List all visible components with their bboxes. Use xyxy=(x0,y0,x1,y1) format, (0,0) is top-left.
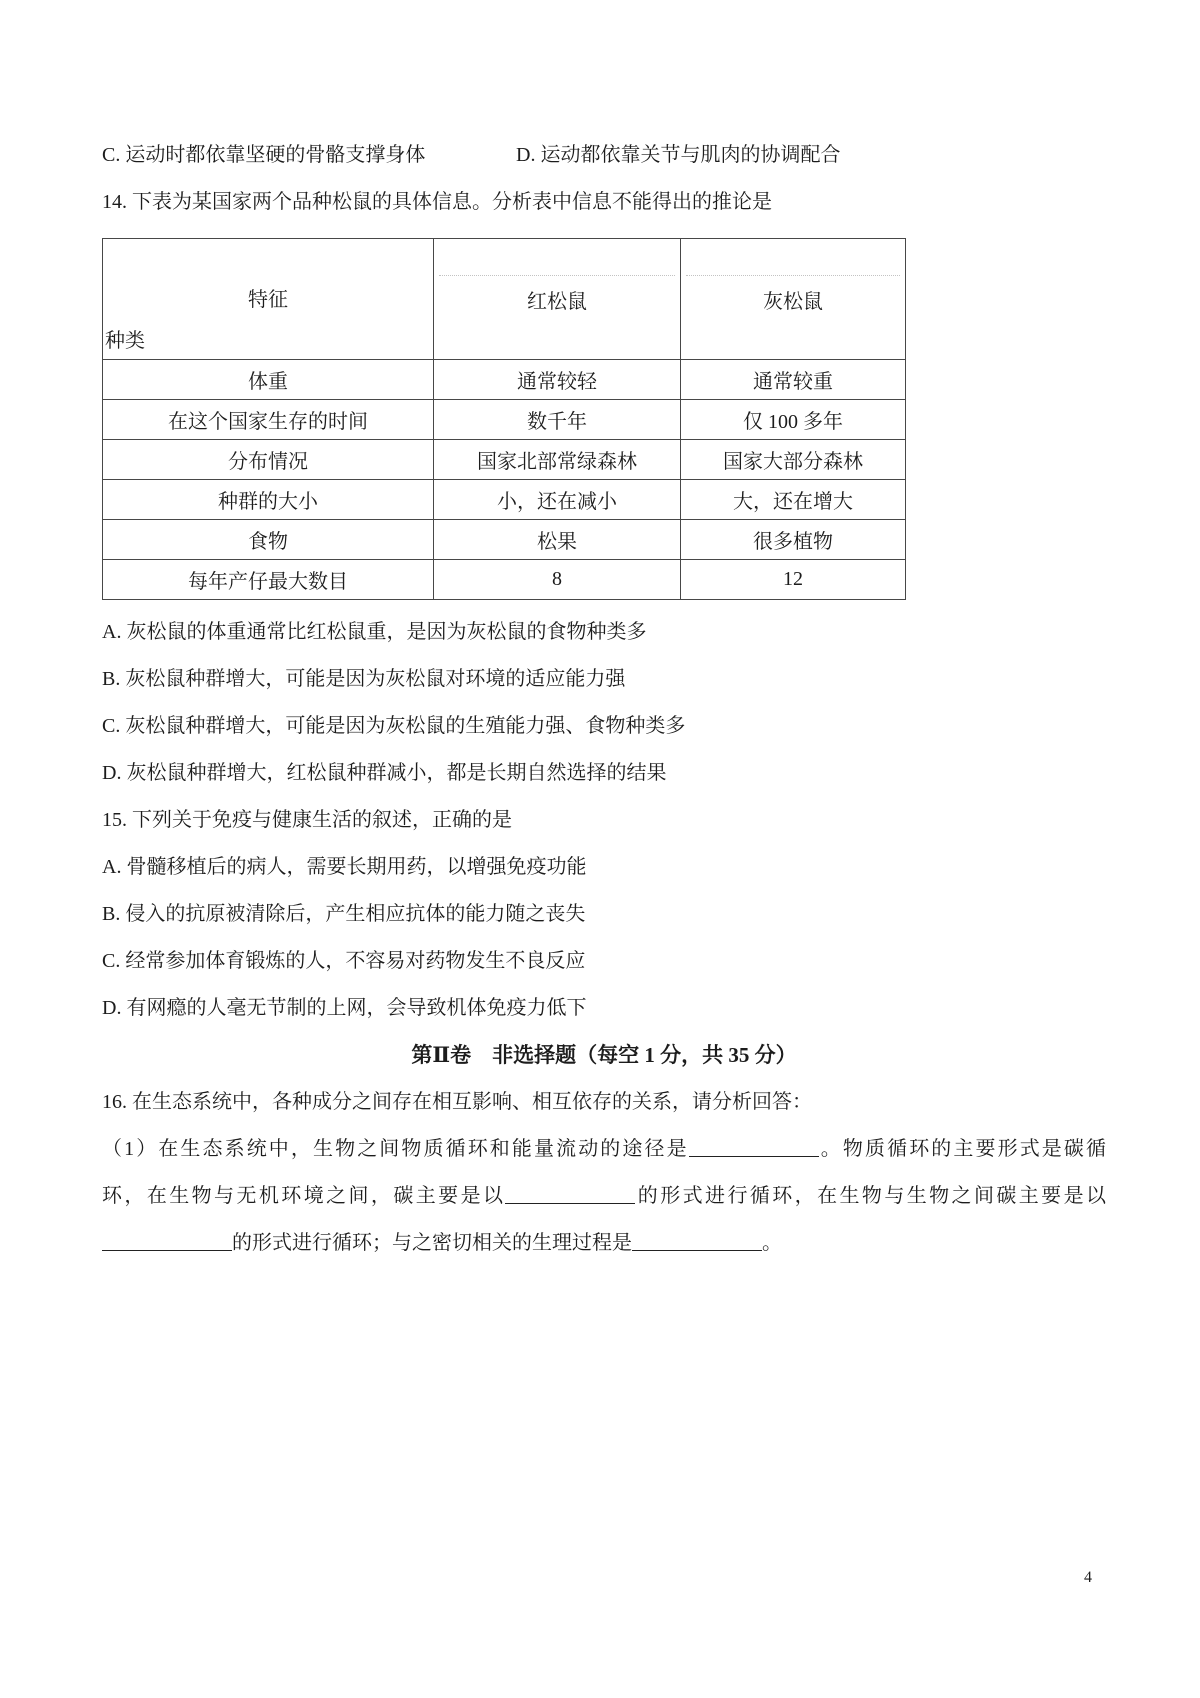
q13-option-c: C. 运动时都依靠坚硬的骨骼支撑身体 xyxy=(102,144,426,166)
table-cell: 在这个国家生存的时间 xyxy=(103,400,434,440)
q16-part1-line2 xyxy=(102,1173,1106,1220)
table-cell: 分布情况 xyxy=(103,440,434,480)
q16-part1-line3 xyxy=(102,1220,1106,1267)
table-cell: 国家北部常绿森林 xyxy=(434,440,681,480)
q15-option-a: A. 骨髓移植后的病人，需要长期用药，以增强免疫功能 xyxy=(102,856,587,878)
q16-part1-seg3: 环，在生物与无机环境之间，碳主要是以 xyxy=(102,1185,506,1207)
table-cell: 小，还在减小 xyxy=(434,480,681,520)
table-header-kind-label: 种类 xyxy=(105,330,145,352)
table-header-row xyxy=(103,239,906,360)
q14-option-b: B. 灰松鼠种群增大，可能是因为灰松鼠对环境的适应能力强 xyxy=(102,668,626,690)
table-row xyxy=(103,560,906,600)
q16-part1-seg4: 的形式进行循环，在生物与生物之间碳主要是以 xyxy=(635,1185,1107,1207)
table-cell: 国家大部分森林 xyxy=(681,440,906,480)
table-row xyxy=(103,520,906,560)
table-cell: 食物 xyxy=(103,520,434,560)
table-row xyxy=(103,360,906,400)
table-cell: 通常较重 xyxy=(681,360,906,400)
q16-part1-seg6: 。 xyxy=(762,1232,782,1254)
q16-stem: 16. 在生态系统中，各种成分之间存在相互影响、相互依存的关系，请分析回答： xyxy=(102,1091,812,1113)
q16-part1-seg1: （1）在生态系统中，生物之间物质循环和能量流动的途径是 xyxy=(102,1138,689,1160)
q13-option-d: D. 运动都依靠关节与肌肉的协调配合 xyxy=(516,144,841,166)
table-header-gray-squirrel: 灰松鼠 xyxy=(681,239,906,360)
q14-option-c: C. 灰松鼠种群增大，可能是因为灰松鼠的生殖能力强、食物种类多 xyxy=(102,715,686,737)
table-cell: 12 xyxy=(681,560,906,600)
answer-blank xyxy=(632,1228,762,1251)
table-cell: 通常较轻 xyxy=(434,360,681,400)
table-header-red-squirrel: 红松鼠 xyxy=(434,239,681,360)
answer-blank xyxy=(689,1134,819,1157)
table-row xyxy=(103,480,906,520)
table-row xyxy=(103,400,906,440)
table-cell: 很多植物 xyxy=(681,520,906,560)
table-cell: 每年产仔最大数目 xyxy=(103,560,434,600)
answer-blank xyxy=(505,1181,635,1204)
table-row xyxy=(103,440,906,480)
table-cell: 松果 xyxy=(434,520,681,560)
q15-option-c: C. 经常参加体育锻炼的人，不容易对药物发生不良反应 xyxy=(102,950,586,972)
table-cell: 8 xyxy=(434,560,681,600)
answer-blank xyxy=(102,1228,232,1251)
q13-options-row xyxy=(102,132,1106,179)
q16-part1-line1 xyxy=(102,1126,1106,1173)
section2-title: 第Ⅱ卷 非选择题（每空 1 分，共 35 分） xyxy=(411,1043,797,1067)
q16-part1-seg5: 的形式进行循环；与之密切相关的生理过程是 xyxy=(232,1232,632,1254)
table-cell: 体重 xyxy=(103,360,434,400)
table-cell: 仅 100 多年 xyxy=(681,400,906,440)
q14-option-a: A. 灰松鼠的体重通常比红松鼠重，是因为灰松鼠的食物种类多 xyxy=(102,621,647,643)
q14-option-d: D. 灰松鼠种群增大，红松鼠种群减小，都是长期自然选择的结果 xyxy=(102,762,667,784)
q15-option-d: D. 有网瘾的人毫无节制的上网，会导致机体免疫力低下 xyxy=(102,997,587,1019)
q15-stem: 15. 下列关于免疫与健康生活的叙述，正确的是 xyxy=(102,809,512,831)
table-header-split-cell xyxy=(103,239,434,360)
q14-squirrel-table xyxy=(102,238,906,600)
page-number: 4 xyxy=(1084,1569,1092,1586)
q14-stem: 14. 下表为某国家两个品种松鼠的具体信息。分析表中信息不能得出的推论是 xyxy=(102,191,772,213)
page-content xyxy=(102,132,1106,1267)
q15-option-b: B. 侵入的抗原被清除后，产生相应抗体的能力随之丧失 xyxy=(102,903,586,925)
table-header-feature-label: 特征 xyxy=(248,289,288,311)
table-cell: 种群的大小 xyxy=(103,480,434,520)
q16-part1-seg2: 。物质循环的主要形式是碳循 xyxy=(818,1138,1107,1160)
table-cell: 数千年 xyxy=(434,400,681,440)
table-cell: 大，还在增大 xyxy=(681,480,906,520)
